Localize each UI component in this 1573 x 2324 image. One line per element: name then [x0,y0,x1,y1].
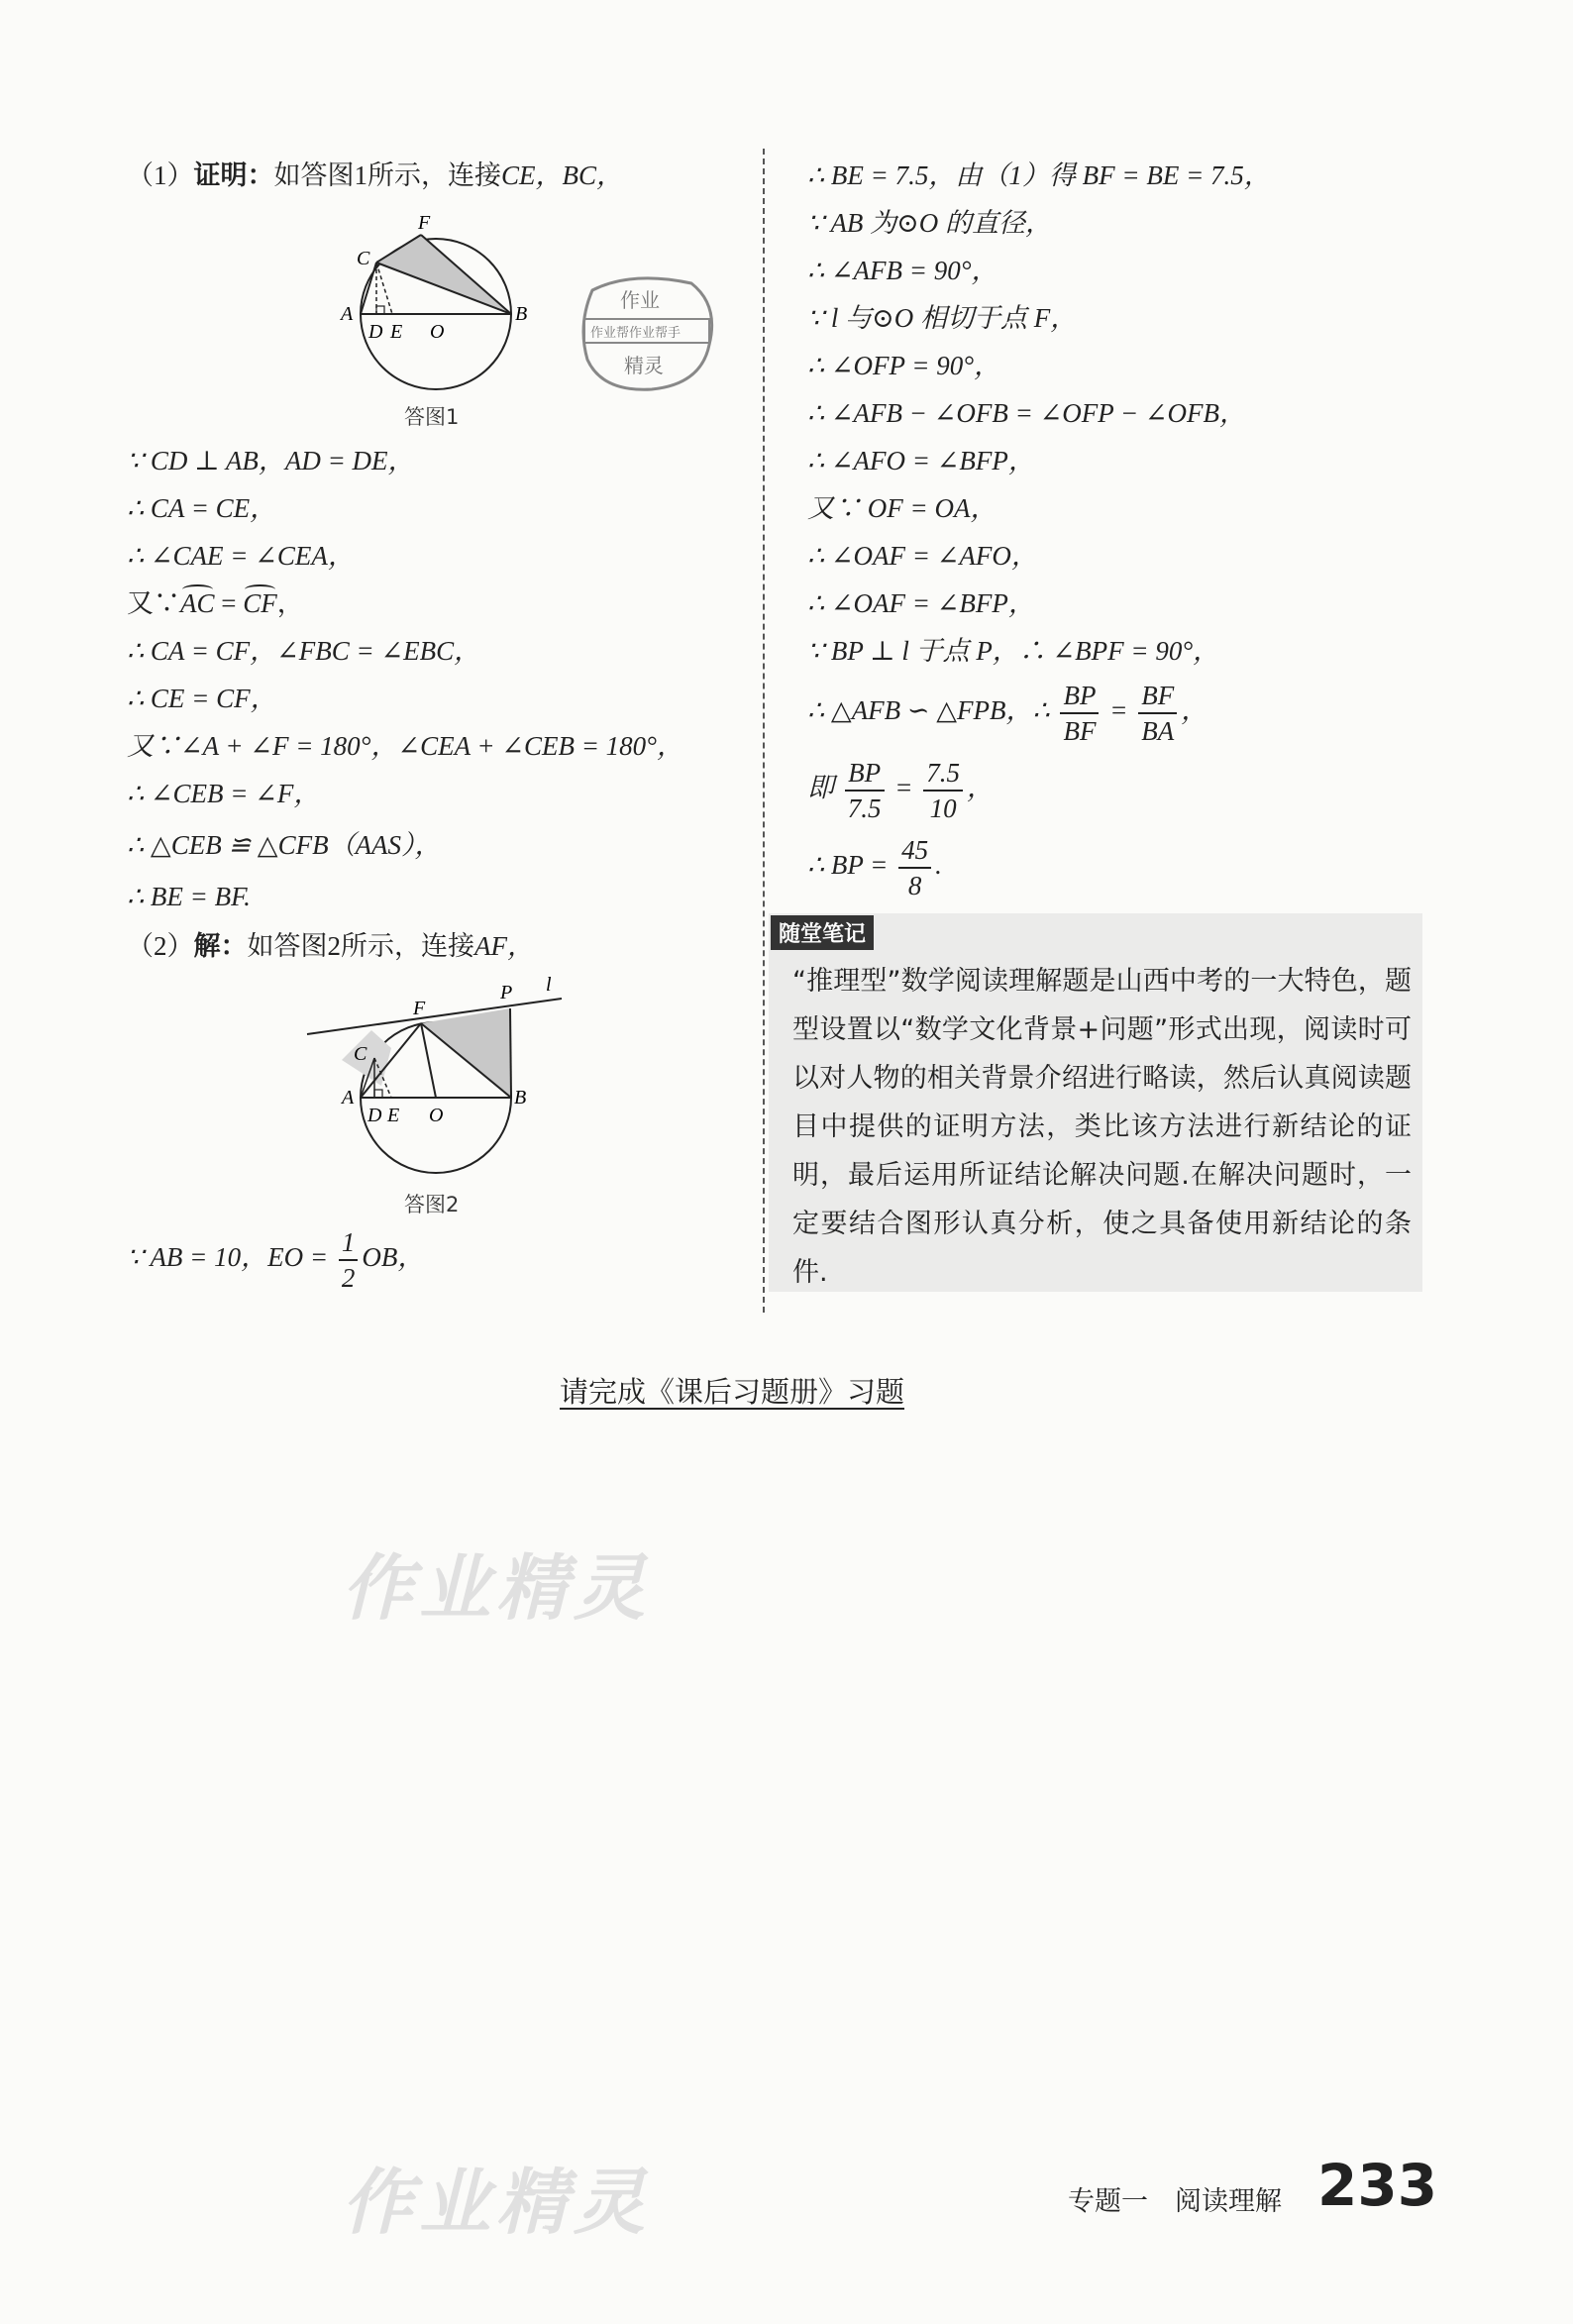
page-number: 233 [1317,2152,1438,2219]
right-line-12 [807,674,1207,748]
stamp-bottom-text: 精灵 [624,354,664,377]
right-line-10: ∴ ∠OAF = ∠BFP， [807,588,1035,618]
right-line-8: 又∵ OF = OA， [807,493,997,523]
fig1-label-b: B [515,303,528,325]
fraction-bp-bf [1060,679,1099,748]
fraction-numerator: 1 [339,1225,359,1261]
right-line-4: ∵ l 与⊙O 相切于点 F， [807,303,1078,333]
figure-2 [302,969,570,1192]
proof-line-2: ∴ CA = CE， [127,493,277,523]
fraction-one-half [339,1225,359,1295]
stamp-mid-text: 作业帮作业帮手 [590,326,682,341]
part2-title: 解： [193,931,248,962]
right-line-5: ∴ ∠OFP = 90°， [807,351,1001,380]
fraction-7-5-10 [923,756,963,825]
part2-math: AF， [474,931,534,961]
fraction-numerator: 45 [898,833,931,869]
fig2-label-f: F [413,998,426,1019]
note-title: 随堂笔记 [771,915,874,950]
proof-line-10: ∴ BE = BF. [127,882,251,911]
fig1-label-d: D [368,321,383,343]
proof-line-5: ∴ CA = CF，∠FBC = ∠EBC， [127,636,481,666]
proof-line-7: 又∵∠A + ∠F = 180°，∠CEA + ∠CEB = 180°， [127,731,683,761]
homework-link[interactable]: 请完成《课后习题册》习题 [560,1375,905,1409]
proof-line-11-post: OB， [362,1242,425,1272]
proof-line-6: ∴ CE = CF， [127,684,277,713]
arc-cf: CF [243,588,277,618]
right-line-12-post: ， [1181,695,1208,725]
proof-line-11-pre: ∵ AB = 10，EO = [127,1242,335,1272]
part1-title: 证明： [193,160,274,191]
fraction-denominator: BF [1063,715,1097,746]
right-line-9: ∴ ∠OAF = ∠AFO， [807,541,1038,571]
watermark-top: 作业精灵 [342,1546,652,1630]
fig1-label-e: E [390,321,403,343]
right-line-1: ∴ BE = 7.5，由（1）得 BF = BE = 7.5， [807,160,1271,190]
fraction-bp-7-5 [845,756,885,825]
right-line-6: ∴ ∠AFB − ∠OFB = ∠OFP − ∠OFB， [807,398,1247,428]
fig2-label-o: O [429,1105,444,1126]
fig2-label-l: l [546,974,552,996]
fig2-label-c: C [354,1043,367,1065]
proof-line-4-pre: 又∵ [127,588,180,618]
part1-label: （1） [127,160,194,190]
right-line-13 [807,751,994,825]
part1-heading [127,158,623,193]
right-line-12-eq: = [1102,695,1135,725]
right-line-3: ∴ ∠AFB = 90°， [807,256,998,285]
figure-1-caption: 答图1 [404,405,460,429]
right-line-14 [807,828,942,902]
part2-heading [127,929,534,964]
part2-label: （2） [127,931,194,961]
right-line-13-eq: = [888,773,920,802]
right-line-14-pre: ∴ BP = [807,850,895,880]
stamp-logo [573,265,721,399]
proof-line-11 [127,1220,424,1295]
right-line-14-post: . [935,850,942,880]
fraction-numerator: BP [1060,679,1099,714]
proof-line-1: ∵ CD ⊥ AB，AD = DE， [127,446,415,475]
fig2-label-a: A [342,1087,355,1109]
right-line-11: ∵ BP ⊥ l 于点 P，∴ ∠BPF = 90°， [807,636,1220,666]
right-line-13-post: ， [966,773,994,802]
right-line-7: ∴ ∠AFO = ∠BFP， [807,446,1035,475]
proof-line-3: ∴ ∠CAE = ∠CEA， [127,541,355,571]
fig1-label-c: C [357,248,370,269]
note-text: “推理型”数学阅读理解题是山西中考的一大特色，题型设置以“数学文化背景+问题”形式出现，阅读时可以对人物的相关背景介绍进行略读，然后认真阅读题目中提供的证明方法，类比该方法进行新结论的证明，最后运用所证结论解决问题.在解决问题时，一定要结合图形认真分析，使之具备使用新结论的条件. [792,966,1412,1288]
fig2-label-p: P [500,982,513,1004]
right-line-12-pre: ∴ △AFB ∽ △FPB，∴ [807,695,1057,725]
fraction-denominator: 8 [907,870,922,900]
part1-text: 如答图1所示，连接 [273,160,501,190]
stamp-top-text: 作业 [620,288,660,312]
right-line-2: ∵ AB 为⊙O 的直径， [807,208,1053,238]
fig1-label-o: O [430,321,445,343]
fraction-denominator: BA [1141,715,1175,746]
fig2-label-e: E [387,1105,400,1126]
column-divider [763,149,765,1313]
part2-text: 如答图2所示，连接 [247,931,474,961]
fraction-denominator: 7.5 [847,792,882,823]
proof-line-8: ∴ ∠CEB = ∠F， [127,779,321,808]
fraction-numerator: 7.5 [923,756,963,792]
fraction-numerator: BF [1138,679,1177,714]
fraction-45-8 [898,833,931,902]
proof-line-4 [127,586,304,620]
figure-1 [327,203,545,401]
chapter-label: 专题一 阅读理解 [1068,2186,1282,2217]
right-line-13-pre: 即 [807,773,841,802]
fraction-denominator: 10 [929,792,957,823]
fig1-label-f: F [418,212,431,234]
fig2-label-d: D [367,1105,382,1126]
fraction-numerator: BP [845,756,885,792]
fraction-bf-ba [1138,679,1177,748]
proof-line-9: ∴ △CEB ≌ △CFB（AAS）， [127,830,442,860]
fig2-label-b: B [514,1087,527,1109]
proof-line-4-eq: = [214,588,244,618]
part1-math: CE，BC， [501,160,624,190]
figure-2-caption: 答图2 [404,1193,460,1216]
arc-ac: AC [180,588,215,618]
fraction-denominator: 2 [341,1262,356,1293]
proof-line-4-post: ， [276,588,304,618]
fig1-label-a: A [341,303,354,325]
watermark-bottom: 作业精灵 [342,2161,652,2244]
